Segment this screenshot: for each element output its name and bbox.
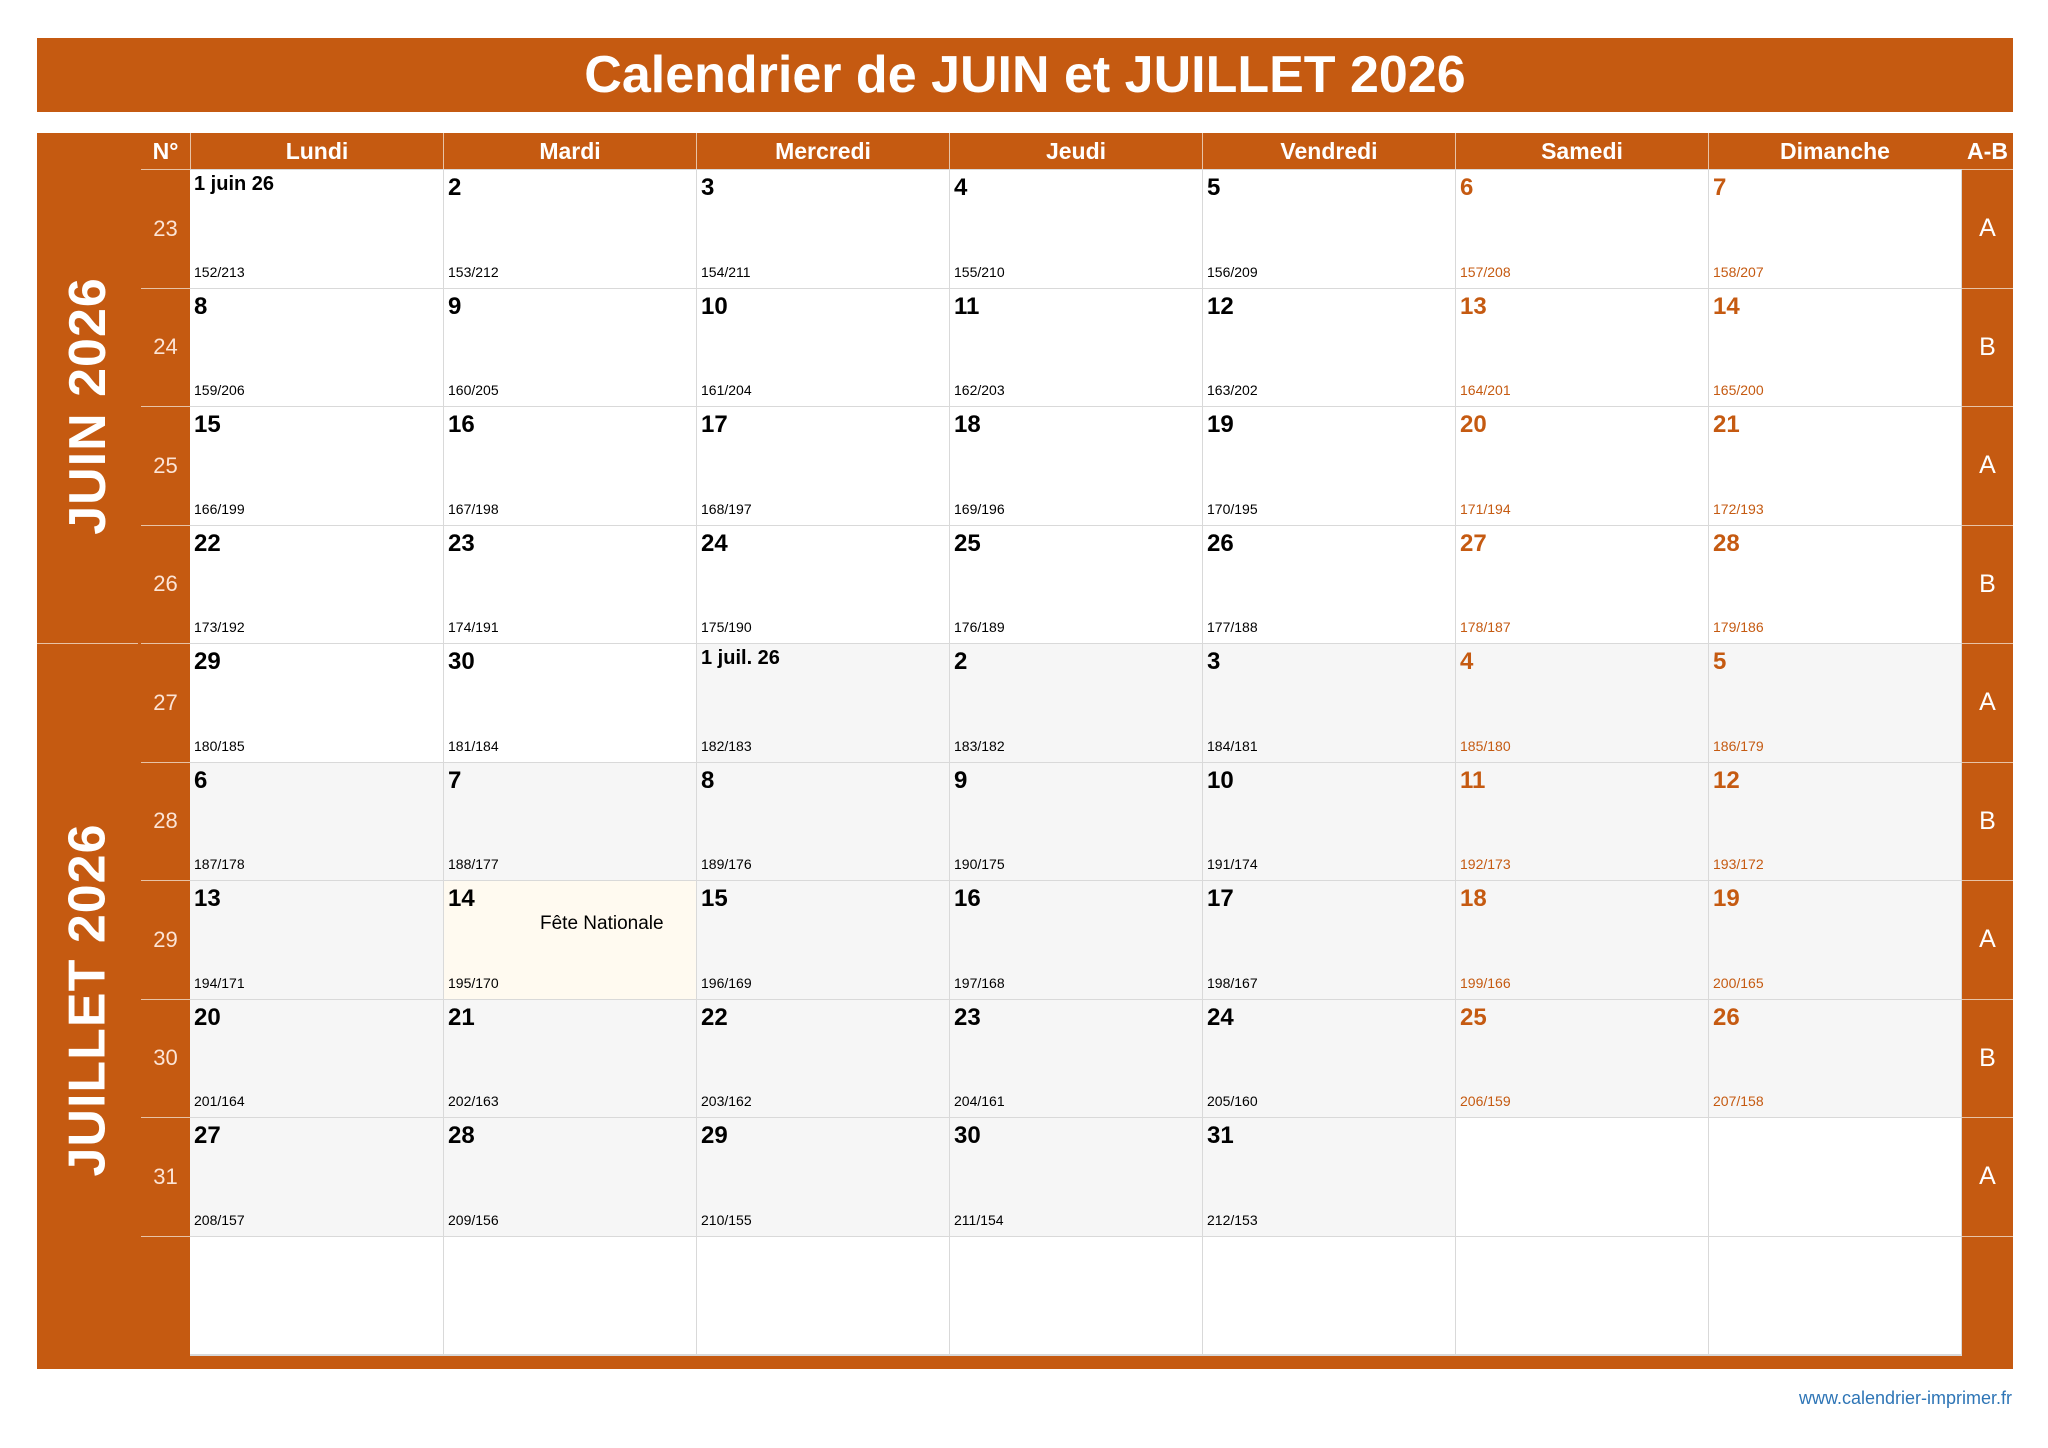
day-of-year: 191/174 [1207, 856, 1258, 872]
day-cell[interactable] [950, 881, 1202, 999]
day-cell[interactable] [950, 644, 1202, 762]
day-number: 15 [701, 885, 728, 912]
day-cell[interactable] [190, 1118, 443, 1236]
day-number: 20 [194, 1003, 221, 1031]
day-of-year: 208/157 [194, 1211, 245, 1228]
day-cell[interactable] [950, 1000, 1202, 1118]
day-number: 19 [1207, 411, 1234, 438]
day-header-mercredi: Mercredi [696, 133, 949, 169]
day-of-year: 185/180 [1460, 737, 1511, 754]
day-cell[interactable] [1203, 407, 1455, 525]
day-of-year: 179/186 [1713, 619, 1764, 635]
week-number-header: N° [152, 137, 179, 164]
day-number: 29 [194, 648, 221, 675]
day-number: 17 [1207, 885, 1234, 912]
day-of-year: 211/154 [954, 1211, 1004, 1228]
day-number: 21 [448, 1003, 475, 1031]
day-of-year: 154/211 [701, 263, 751, 280]
day-cell[interactable] [697, 1118, 949, 1236]
day-of-year: 176/189 [954, 619, 1005, 635]
day-number: 23 [954, 1003, 981, 1031]
day-cell[interactable] [950, 170, 1202, 288]
week-number: 23 [141, 169, 190, 288]
day-number: 9 [448, 292, 462, 320]
month-label-july: JUILLET 2026 [37, 643, 138, 1356]
day-cell[interactable] [444, 407, 696, 525]
day-of-year: 163/202 [1207, 382, 1258, 398]
day-cell[interactable] [697, 644, 949, 762]
day-cell[interactable] [950, 1118, 1202, 1236]
day-cell[interactable] [697, 763, 949, 881]
day-of-year: 181/184 [448, 737, 499, 754]
day-of-year: 189/176 [701, 856, 752, 872]
day-number: 8 [701, 766, 715, 794]
day-cell[interactable] [444, 526, 696, 644]
day-of-year: 203/162 [701, 1093, 752, 1109]
week-ab-label: B [1962, 762, 2013, 881]
day-cell[interactable] [950, 763, 1202, 881]
day-cell[interactable] [1709, 644, 1961, 762]
holiday-label: Fête Nationale [540, 913, 664, 934]
day-number: 26 [1713, 1003, 1740, 1031]
day-number: 16 [954, 885, 981, 912]
day-of-year: 171/194 [1460, 500, 1511, 517]
week-ab-label: A [1962, 880, 2013, 999]
day-of-year: 167/198 [448, 500, 499, 517]
day-number: 24 [1207, 1003, 1234, 1031]
day-of-year: 178/187 [1460, 619, 1511, 635]
day-cell[interactable] [950, 289, 1202, 407]
day-of-year: 157/208 [1460, 263, 1511, 280]
week-ab-label: B [1962, 525, 2013, 644]
day-cell[interactable] [444, 170, 696, 288]
day-cell[interactable] [1709, 1237, 1961, 1355]
day-cell[interactable] [1709, 289, 1961, 407]
day-number: 5 [1207, 174, 1221, 201]
day-number: 2 [954, 648, 968, 675]
day-of-year: 175/190 [701, 619, 752, 635]
day-cell[interactable] [190, 763, 443, 881]
day-of-year: 198/167 [1207, 974, 1258, 991]
day-of-year: 173/192 [194, 619, 245, 635]
month-label-june: JUIN 2026 [37, 169, 138, 643]
week-number: 31 [141, 1117, 190, 1236]
day-cell[interactable] [950, 1237, 1202, 1355]
day-number: 6 [1460, 174, 1474, 201]
day-of-year: 206/159 [1460, 1093, 1511, 1109]
day-cell[interactable] [697, 526, 949, 644]
day-of-year: 212/153 [1207, 1211, 1258, 1228]
day-number: 13 [194, 885, 221, 912]
calendar-title: Calendrier de JUIN et JUILLET 2026 [37, 38, 2013, 112]
day-number: 30 [954, 1122, 981, 1149]
day-number: 15 [194, 411, 221, 438]
day-of-year: 158/207 [1713, 263, 1764, 280]
week-number: 28 [141, 762, 190, 881]
day-cell[interactable] [444, 644, 696, 762]
day-of-year: 152/213 [194, 263, 245, 280]
day-number: 2 [448, 174, 462, 201]
day-number: 11 [954, 292, 980, 320]
day-number: 27 [194, 1122, 221, 1149]
day-number: 12 [1713, 766, 1740, 794]
day-header-lundi: Lundi [190, 133, 443, 169]
day-number: 19 [1713, 885, 1740, 912]
day-cell[interactable] [697, 170, 949, 288]
day-cell[interactable] [190, 289, 443, 407]
day-cell[interactable] [1203, 526, 1455, 644]
day-number: 14 [448, 885, 475, 912]
day-of-year: 182/183 [701, 737, 752, 754]
day-cell[interactable] [444, 1237, 696, 1355]
day-of-year: 159/206 [194, 382, 245, 398]
day-number: 18 [1460, 885, 1487, 912]
day-cell[interactable] [1456, 170, 1708, 288]
week-ab-label: B [1962, 288, 2013, 407]
day-number: 28 [448, 1122, 475, 1149]
day-of-year: 200/165 [1713, 974, 1764, 991]
day-cell[interactable] [1709, 1000, 1961, 1118]
day-of-year: 166/199 [194, 500, 245, 517]
week-ab-label [1962, 1236, 2013, 1355]
day-number: 17 [701, 411, 728, 438]
day-number: 9 [954, 766, 968, 794]
day-number: 18 [954, 411, 981, 438]
day-cell[interactable] [1456, 1000, 1708, 1118]
day-number: 25 [1460, 1003, 1487, 1031]
day-of-year: 207/158 [1713, 1093, 1764, 1109]
day-cell[interactable] [190, 1000, 443, 1118]
week-number [141, 1236, 190, 1355]
day-cell[interactable] [190, 170, 443, 288]
day-of-year: 195/170 [448, 974, 499, 991]
week-ab-label: A [1962, 406, 2013, 525]
day-cell[interactable] [1203, 763, 1455, 881]
day-of-year: 205/160 [1207, 1093, 1258, 1109]
day-of-year: 160/205 [448, 382, 499, 398]
day-number: 14 [1713, 292, 1740, 320]
day-number: 22 [194, 529, 221, 557]
day-cell[interactable] [1456, 644, 1708, 762]
day-header-samedi: Samedi [1455, 133, 1708, 169]
day-cell[interactable] [1709, 170, 1961, 288]
day-of-year: 210/155 [701, 1211, 752, 1228]
day-of-year: 153/212 [448, 263, 499, 280]
day-number: 24 [701, 529, 728, 557]
day-of-year: 197/168 [954, 974, 1005, 991]
day-cell[interactable] [1456, 1237, 1708, 1355]
day-cell[interactable] [1456, 881, 1708, 999]
day-number: 4 [954, 174, 968, 201]
day-cell[interactable] [190, 526, 443, 644]
week-number: 29 [141, 880, 190, 999]
week-ab-label: B [1962, 999, 2013, 1118]
day-of-year: 190/175 [954, 856, 1005, 872]
day-number: 3 [1207, 648, 1221, 675]
day-cell[interactable] [697, 881, 949, 999]
day-cell[interactable] [444, 763, 696, 881]
day-header-jeudi: Jeudi [949, 133, 1202, 169]
day-number: 26 [1207, 529, 1234, 557]
day-number: 27 [1460, 529, 1487, 557]
day-number: 23 [448, 529, 475, 557]
week-number: 25 [141, 406, 190, 525]
day-of-year: 170/195 [1207, 500, 1258, 517]
day-of-year: 184/181 [1207, 737, 1258, 754]
day-cell[interactable] [1456, 1118, 1708, 1236]
day-cell[interactable] [190, 1237, 443, 1355]
day-cell[interactable] [1709, 1118, 1961, 1236]
day-number: 22 [701, 1003, 728, 1031]
day-cell[interactable] [1456, 289, 1708, 407]
day-number: 6 [194, 766, 208, 794]
day-cell[interactable] [1456, 407, 1708, 525]
day-cell[interactable] [190, 644, 443, 762]
day-cell[interactable] [1456, 526, 1708, 644]
week-ab-label: A [1962, 1117, 2013, 1236]
day-of-year: 183/182 [954, 737, 1005, 754]
day-cell[interactable] [1203, 1000, 1455, 1118]
day-cell[interactable] [950, 526, 1202, 644]
day-of-year: 186/179 [1713, 737, 1764, 754]
day-cell[interactable] [1203, 1237, 1455, 1355]
day-of-year: 168/197 [701, 500, 752, 517]
day-header-dimanche: Dimanche [1708, 133, 1961, 169]
day-number: 12 [1207, 292, 1234, 320]
day-of-year: 164/201 [1460, 382, 1511, 398]
day-cell[interactable] [444, 1000, 696, 1118]
day-number: 20 [1460, 411, 1487, 438]
day-cell[interactable] [444, 1118, 696, 1236]
day-cell[interactable] [1203, 881, 1455, 999]
day-number: 16 [448, 411, 475, 438]
footer-website[interactable]: www.calendrier-imprimer.fr [1798, 1388, 2012, 1408]
day-cell[interactable] [1709, 407, 1961, 525]
day-cell[interactable] [950, 407, 1202, 525]
calendar-table [37, 133, 2013, 1369]
day-of-year: 172/193 [1713, 500, 1764, 517]
day-cell[interactable] [444, 289, 696, 407]
day-cell[interactable] [697, 1000, 949, 1118]
day-number: 7 [448, 766, 462, 794]
day-cell[interactable] [697, 289, 949, 407]
day-number: 5 [1713, 648, 1727, 675]
day-of-year: 187/178 [194, 856, 245, 872]
day-number: 25 [954, 529, 981, 557]
day-of-year: 155/210 [954, 263, 1005, 280]
day-cell[interactable] [697, 1237, 949, 1355]
day-of-year: 188/177 [448, 856, 499, 872]
day-header-vendredi: Vendredi [1202, 133, 1455, 169]
day-cell[interactable] [1203, 170, 1455, 288]
day-of-year: 161/204 [701, 382, 752, 398]
week-ab-label: A [1962, 643, 2013, 762]
day-number: 4 [1460, 648, 1474, 675]
day-cell[interactable] [1456, 763, 1708, 881]
day-cell[interactable] [1709, 881, 1961, 999]
day-number: 10 [1207, 766, 1234, 794]
day-of-year: 156/209 [1207, 263, 1258, 280]
ab-header: A-B [1967, 137, 2008, 164]
day-of-year: 162/203 [954, 382, 1005, 398]
day-number: 30 [448, 648, 475, 675]
day-cell[interactable] [1203, 644, 1455, 762]
day-number: 13 [1460, 292, 1487, 320]
day-cell[interactable] [190, 407, 443, 525]
day-number: 21 [1713, 411, 1740, 438]
day-of-year: 201/164 [194, 1093, 245, 1109]
day-cell[interactable] [1709, 526, 1961, 644]
week-number: 30 [141, 999, 190, 1118]
week-number: 27 [141, 643, 190, 762]
day-cell[interactable] [444, 881, 696, 999]
day-of-year: 165/200 [1713, 382, 1764, 398]
day-number: 7 [1713, 174, 1727, 201]
day-cell[interactable] [697, 407, 949, 525]
day-of-year: 169/196 [954, 500, 1005, 517]
day-of-year: 192/173 [1460, 856, 1511, 872]
day-number: 11 [1460, 766, 1486, 794]
calendar-grid [190, 169, 1962, 1356]
week-number: 26 [141, 525, 190, 644]
day-of-year: 202/163 [448, 1093, 499, 1109]
day-number: 8 [194, 292, 208, 320]
day-number: 10 [701, 292, 728, 320]
day-of-year: 193/172 [1713, 856, 1764, 872]
day-of-year: 194/171 [194, 974, 245, 991]
day-cell[interactable] [1203, 1118, 1455, 1236]
day-number: 3 [701, 174, 715, 201]
day-of-year: 180/185 [194, 737, 245, 754]
day-of-year: 209/156 [448, 1211, 499, 1228]
day-number: 28 [1713, 529, 1740, 557]
day-of-year: 174/191 [448, 619, 499, 635]
week-number: 24 [141, 288, 190, 407]
day-number: 1 juin 26 [194, 173, 275, 195]
day-cell[interactable] [1709, 763, 1961, 881]
day-cell[interactable] [190, 881, 443, 999]
day-number: 29 [701, 1122, 728, 1149]
day-cell[interactable] [1203, 289, 1455, 407]
day-of-year: 199/166 [1460, 974, 1511, 991]
day-of-year: 177/188 [1207, 619, 1258, 635]
week-ab-label: A [1962, 169, 2013, 288]
day-number: 1 juil. 26 [701, 647, 780, 669]
day-of-year: 196/169 [701, 974, 752, 991]
day-number: 31 [1207, 1122, 1234, 1149]
day-header-mardi: Mardi [443, 133, 696, 169]
day-of-year: 204/161 [954, 1093, 1005, 1109]
